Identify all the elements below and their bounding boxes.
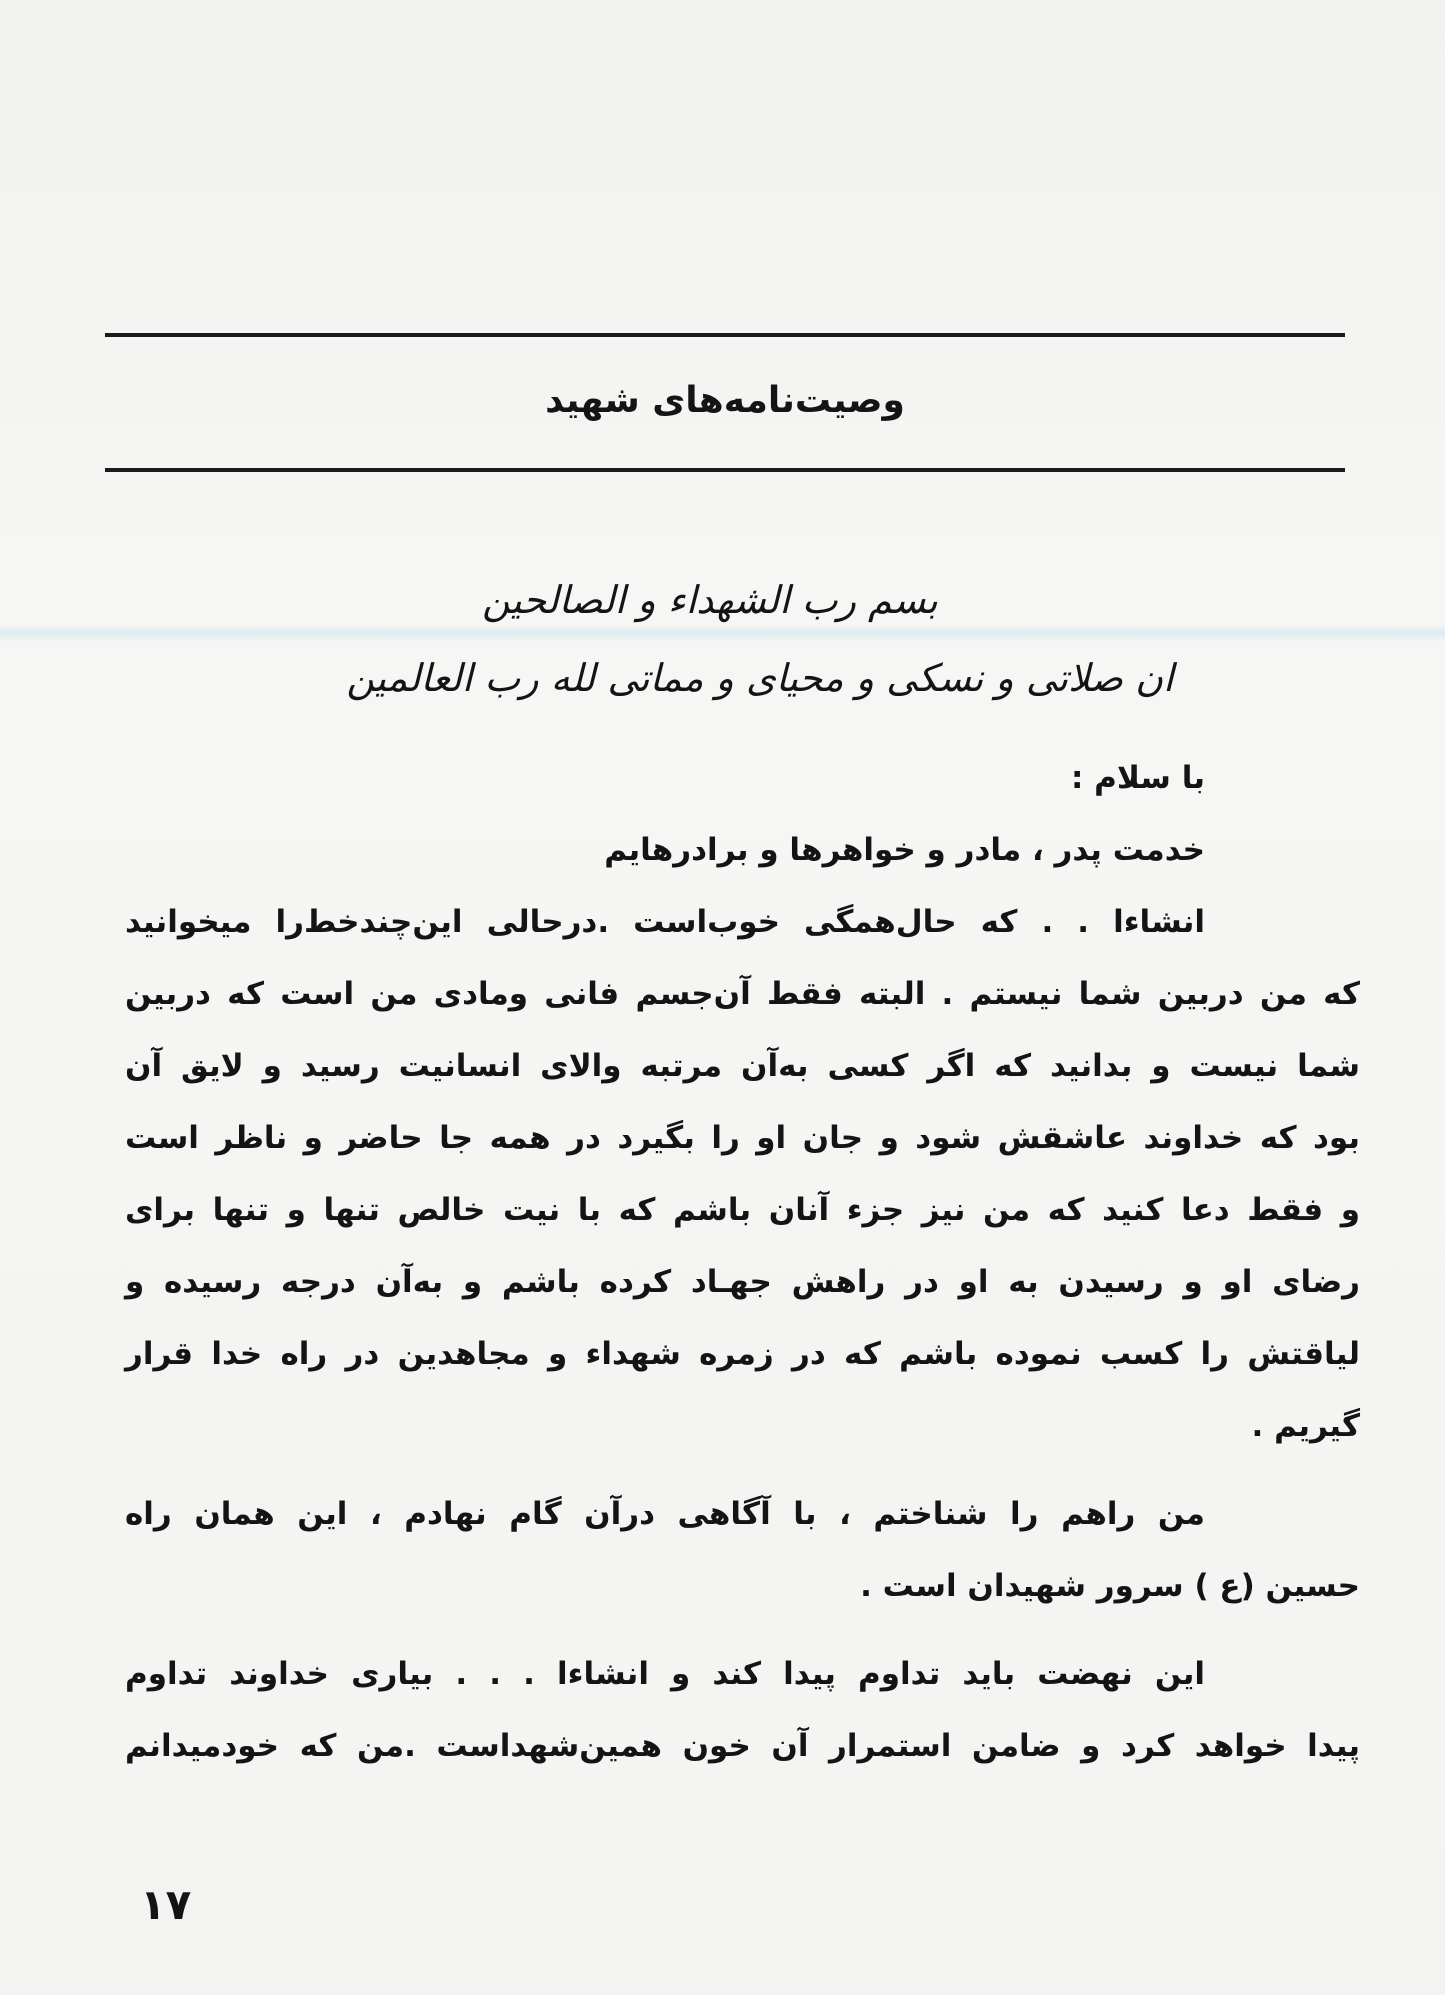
- address-line: خدمت پدر ، مادر و خواهرها و برادرهایم: [604, 832, 1205, 868]
- paragraph-gap: [125, 1622, 1360, 1638]
- body-line-8: گیریم .: [1251, 1408, 1360, 1444]
- paragraph-gap: [125, 1462, 1360, 1478]
- page-number: ۱۷: [140, 1880, 192, 1929]
- body-line-2: که من دربین شما نیستم . البته فقط آن‌جسم فانی ومادی من است که دربین: [125, 976, 1360, 1012]
- body-line-7: لیاقتش را کسب نموده باشم که در زمره شهداء و مجاهدین در راه خدا قرار: [125, 1336, 1360, 1372]
- body-line-4: بود که خداوند عاشقش شود و جان او را بگیرد در همه جا حاضر و ناظر است: [125, 1120, 1360, 1156]
- body-line-6: رضای او و رسیدن به او در راهش جهـاد کرده باشم و به‌آن درجه رسیده و: [125, 1264, 1360, 1300]
- invocation-line-1: بسم رب الشهداء و الصالحین: [482, 578, 938, 622]
- invocation-line-2: ان صلاتی و نسکی و محیای و مماتی لله رب العالمین: [346, 656, 1174, 700]
- scan-artifact-band: [0, 624, 1445, 642]
- page-header-title: وصیت‌نامه‌های شهید: [545, 380, 905, 421]
- paragraph-2-line-1: من راهم را شناختم ، با آگاهی درآن گام نهادم ، این همان راه: [125, 1496, 1205, 1532]
- body-line-5: و فقط دعا کنید که من نیز جزء آنان باشم که با نیت خالص تنها و تنها برای: [125, 1192, 1360, 1228]
- letter-body: [125, 742, 1360, 1782]
- body-line-3: شما نیست و بدانید که اگر کسی به‌آن مرتبه والای انسانیت رسید و لایق آن: [125, 1048, 1360, 1084]
- paragraph-2-line-2: حسین (ع ) سرور شهیدان است .: [860, 1568, 1360, 1604]
- body-line-1: انشاءا . . که حال‌همگی خوب‌است .درحالی این‌چندخط‌را میخوانید: [125, 904, 1205, 940]
- paragraph-3-line-2: پیدا خواهد کرد و ضامن استمرار آن خون همین‌شهداست .من که خودمیدانم: [125, 1728, 1360, 1764]
- header-rule-top: [105, 333, 1345, 337]
- header-rule-bottom: [105, 468, 1345, 472]
- paragraph-3-line-1: این نهضت باید تداوم پیدا کند و انشاءا . . . بیاری خداوند تداوم: [125, 1656, 1205, 1692]
- greeting: با سلام :: [1070, 760, 1205, 796]
